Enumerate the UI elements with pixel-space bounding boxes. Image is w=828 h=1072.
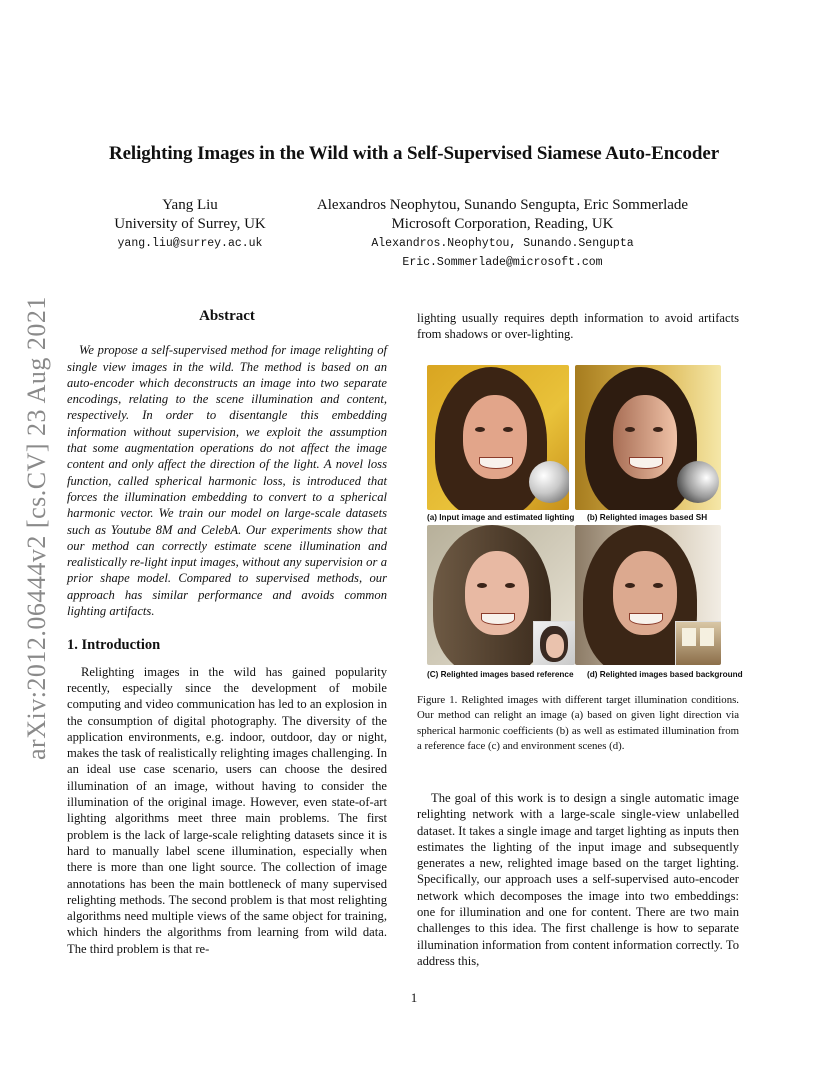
background-scene-inset	[675, 621, 721, 665]
figure-1	[425, 362, 743, 687]
author-email: Eric.Sommerlade@microsoft.com	[402, 256, 603, 269]
abstract-heading: Abstract	[199, 308, 255, 324]
figure-caption: Figure 1. Relighted images with different target illumination conditions. Our method can relight an image (a) based on given light direction via spherical harmonic coefficients (b) as well as estimated illumination from a reference face (c) and environment scenes (d).	[417, 694, 739, 752]
figure-image-background-relit	[575, 525, 721, 665]
figure-image-sh-relit	[575, 365, 721, 510]
author-names: Alexandros Neophytou, Sunando Sengupta, Eric Sommerlade	[316, 197, 689, 213]
author-affiliation: Microsoft Corporation, Reading, UK	[391, 216, 614, 232]
author-name: Yang Liu	[162, 197, 218, 213]
figure-label-b: (b) Relighted images based SH	[587, 513, 708, 522]
page-number: 1	[410, 990, 418, 1005]
author-email: Alexandros.Neophytou, Sunando.Sengupta	[371, 237, 634, 250]
figure-image-reference-relit	[427, 525, 575, 665]
arxiv-identifier: arXiv:2012.06444v2 [cs.CV] 23 Aug 2021	[22, 296, 51, 760]
continued-text: lighting usually requires depth information to avoid artifacts from shadows or over-lighting.	[417, 311, 739, 342]
abstract-text: We propose a self-supervised method for image relighting of single view images in the wild. The method is based on an auto-encoder which deconstructs an image into two separate encodings, relating to the scene illumination and content, respectively. In order to disentangle this embedding information without supervision, we exploit the assumption that some augmentation operations do not affect the image content and only affect the direction of the light. A novel loss function, called spherical harmonic loss, is introduced that forces the illumination embedding to convert to a spherical harmonic vector. We train our model on large-scale datasets such as Youtube 8M and CelebA. Our experiments show that our method can correctly estimate scene illumination and realistically re-light input images, without any supervision or a prior shape model. Compared to supervised methods, our approach has similar performance and avoids common lighting artifacts.	[67, 343, 387, 619]
reference-face-inset	[533, 621, 575, 665]
right-column-top	[417, 310, 739, 343]
lighting-sphere	[529, 461, 569, 503]
right-column-body	[417, 790, 739, 969]
figure-label-a: (a) Input image and estimated lighting	[427, 513, 575, 522]
paper-title: Relighting Images in the Wild with a Self-Supervised Siamese Auto-Encoder	[108, 143, 720, 164]
figure-image-input	[427, 365, 569, 510]
intro-text: Relighting images in the wild has gained popularity recently, especially since the development of mobile computing and video communication has led to an explosion in the consumption of digital photography. The diversity of the application environments, e.g. indoor, outdoor, day or night, makes the task of realistically relighting images challenging. In an ideal use case scenario, users can choose the desired illumination of an image, without having to consider the illumination of the original image. However, even state-of-art lighting algorithms meet three main problems. The first problem is the lack of large-scale relighting datasets since it is hard to manually label scene illumination, especially when there is more than one light source. The collection of image annotations has been the main bottleneck of many supervised relighting methods. The second problem is that most relighting algorithms need multiple views of the same object for training, which hinders the algorithms from learning from wild data. The third problem is that re-	[67, 664, 387, 956]
body-text: The goal of this work is to design a single automatic image relighting network with a large-scale single-view unlabelled dataset. It takes a single image and target lighting as inputs then estimates the lighting of the input image and subsequently generates a new, relighted image based on the target lighting. Specifically, our approach uses a self-supervised auto-encoder network which decomposes the image into two embeddings: one for illumination and one for content. There are two main challenges to this idea. The first challenge is how to separate illumination information from content information correctly. To address this,	[417, 791, 739, 968]
author-email: yang.liu@surrey.ac.uk	[117, 237, 263, 250]
author-left	[95, 196, 285, 253]
figure-label-c: (C) Relighted images based reference	[427, 670, 574, 679]
author-right	[290, 196, 715, 272]
left-column	[67, 308, 387, 957]
lighting-sphere	[677, 461, 719, 503]
section-heading: 1. Introduction	[67, 637, 161, 654]
author-affiliation: University of Surrey, UK	[114, 216, 266, 232]
figure-label-d: (d) Relighted images based background	[587, 670, 743, 679]
